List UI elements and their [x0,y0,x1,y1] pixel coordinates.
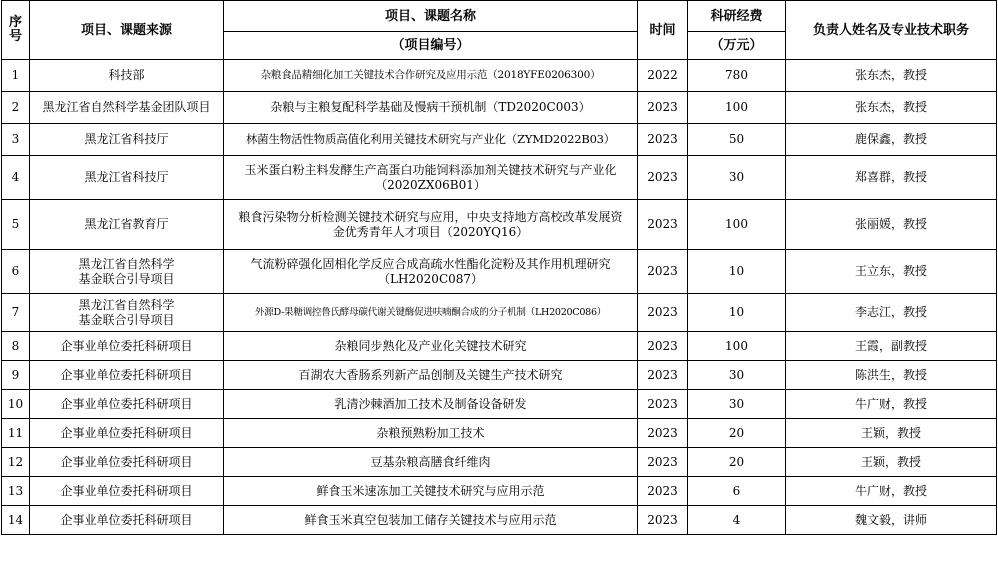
table-row [2,390,997,419]
cell-seq: 5 [2,200,30,250]
cell-source: 企事业单位委托科研项目 [30,506,224,535]
cell-name: 气流粉碎强化固相化学反应合成高疏水性酯化淀粉及其作用机理研究（LH2020C087） [224,250,638,294]
cell-seq: 6 [2,250,30,294]
cell-funding: 100 [688,200,786,250]
table-header [2,1,997,60]
cell-seq: 4 [2,156,30,200]
cell-seq: 1 [2,60,30,92]
cell-year: 2023 [638,332,688,361]
cell-leader: 李志江，教授 [786,294,997,332]
table-row [2,477,997,506]
cell-name: 豆基杂粮高膳食纤维肉 [224,448,638,477]
header-funding: 科研经费 [688,1,786,32]
cell-leader: 王颖，教授 [786,419,997,448]
table-row [2,448,997,477]
cell-leader: 郑喜群，教授 [786,156,997,200]
cell-year: 2023 [638,156,688,200]
cell-source: 黑龙江省自然科学基金联合引导项目 [30,250,224,294]
cell-name: 杂粮与主粮复配科学基础及慢病干预机制（TD2020C003） [224,92,638,124]
cell-seq: 10 [2,390,30,419]
cell-leader: 张东杰，教授 [786,60,997,92]
cell-source: 黑龙江省科技厅 [30,124,224,156]
cell-source: 黑龙江省科技厅 [30,156,224,200]
cell-funding: 100 [688,92,786,124]
cell-year: 2023 [638,200,688,250]
header-name: 项目、课题名称 [224,1,638,32]
cell-source: 企事业单位委托科研项目 [30,361,224,390]
cell-name: 林菌生物活性物质高值化利用关键技术研究与产业化（ZYMD2022B03） [224,124,638,156]
cell-leader: 王颖，教授 [786,448,997,477]
cell-source: 科技部 [30,60,224,92]
cell-seq: 7 [2,294,30,332]
table-row [2,419,997,448]
cell-year: 2023 [638,92,688,124]
cell-name: 粮食污染物分析检测关键技术研究与应用，中央支持地方高校改革发展资金优秀青年人才项目（2020YQ16） [224,200,638,250]
cell-name: 乳清沙棘酒加工技术及制备设备研发 [224,390,638,419]
cell-source: 企事业单位委托科研项目 [30,390,224,419]
cell-seq: 3 [2,124,30,156]
projects-table [1,0,997,535]
cell-source: 企事业单位委托科研项目 [30,332,224,361]
cell-funding: 30 [688,156,786,200]
cell-year: 2023 [638,250,688,294]
cell-leader: 牛广财，教授 [786,390,997,419]
cell-funding: 20 [688,419,786,448]
cell-leader: 陈洪生，教授 [786,361,997,390]
table-row [2,124,997,156]
cell-seq: 11 [2,419,30,448]
cell-funding: 20 [688,448,786,477]
table-row [2,332,997,361]
cell-leader: 张东杰，教授 [786,92,997,124]
cell-seq: 2 [2,92,30,124]
table-row [2,361,997,390]
cell-source: 企事业单位委托科研项目 [30,477,224,506]
table-row [2,250,997,294]
cell-year: 2023 [638,448,688,477]
header-unit: （万元） [688,32,786,60]
cell-leader: 牛广财，教授 [786,477,997,506]
cell-funding: 6 [688,477,786,506]
table-row [2,60,997,92]
cell-leader: 魏文毅，讲师 [786,506,997,535]
cell-seq: 14 [2,506,30,535]
cell-source: 黑龙江省教育厅 [30,200,224,250]
table-row [2,92,997,124]
table-row [2,294,997,332]
cell-source: 企事业单位委托科研项目 [30,448,224,477]
cell-source: 企事业单位委托科研项目 [30,419,224,448]
cell-funding: 30 [688,390,786,419]
cell-name: 杂粮预熟粉加工技术 [224,419,638,448]
cell-funding: 10 [688,250,786,294]
cell-name: 鲜食玉米速冻加工关键技术研究与应用示范 [224,477,638,506]
table-row [2,200,997,250]
cell-name: 杂粮同步熟化及产业化关键技术研究 [224,332,638,361]
cell-leader: 王霞，副教授 [786,332,997,361]
table-body [2,60,997,535]
header-seq: 序号 [2,1,30,60]
cell-funding: 4 [688,506,786,535]
cell-year: 2022 [638,60,688,92]
table-row [2,506,997,535]
cell-name: 玉米蛋白粉主料发酵生产高蛋白功能饲料添加剂关键技术研究与产业化（2020ZX06B01） [224,156,638,200]
header-time: 时间 [638,1,688,60]
cell-seq: 9 [2,361,30,390]
header-code: （项目编号） [224,32,638,60]
cell-leader: 鹿保鑫，教授 [786,124,997,156]
cell-leader: 张丽媛，教授 [786,200,997,250]
cell-year: 2023 [638,124,688,156]
cell-funding: 30 [688,361,786,390]
cell-source: 黑龙江省自然科学基金团队项目 [30,92,224,124]
cell-year: 2023 [638,390,688,419]
cell-year: 2023 [638,506,688,535]
header-source: 项目、课题来源 [30,1,224,60]
cell-name: 外源D-果糖调控鲁氏酵母碳代谢关键酶促进呋喃酮合成的分子机制（LH2020C086） [224,294,638,332]
cell-seq: 13 [2,477,30,506]
table-row [2,156,997,200]
cell-name: 杂粮食品精细化加工关键技术合作研究及应用示范（2018YFE0206300） [224,60,638,92]
cell-funding: 780 [688,60,786,92]
cell-seq: 8 [2,332,30,361]
cell-name: 百湖农大香肠系列新产品创制及关键生产技术研究 [224,361,638,390]
cell-funding: 50 [688,124,786,156]
cell-year: 2023 [638,361,688,390]
cell-year: 2023 [638,419,688,448]
cell-source: 黑龙江省自然科学基金联合引导项目 [30,294,224,332]
cell-funding: 10 [688,294,786,332]
cell-leader: 王立东，教授 [786,250,997,294]
header-leader: 负责人姓名及专业技术职务 [786,1,997,60]
cell-year: 2023 [638,477,688,506]
cell-year: 2023 [638,294,688,332]
cell-name: 鲜食玉米真空包装加工储存关键技术与应用示范 [224,506,638,535]
cell-seq: 12 [2,448,30,477]
cell-funding: 100 [688,332,786,361]
